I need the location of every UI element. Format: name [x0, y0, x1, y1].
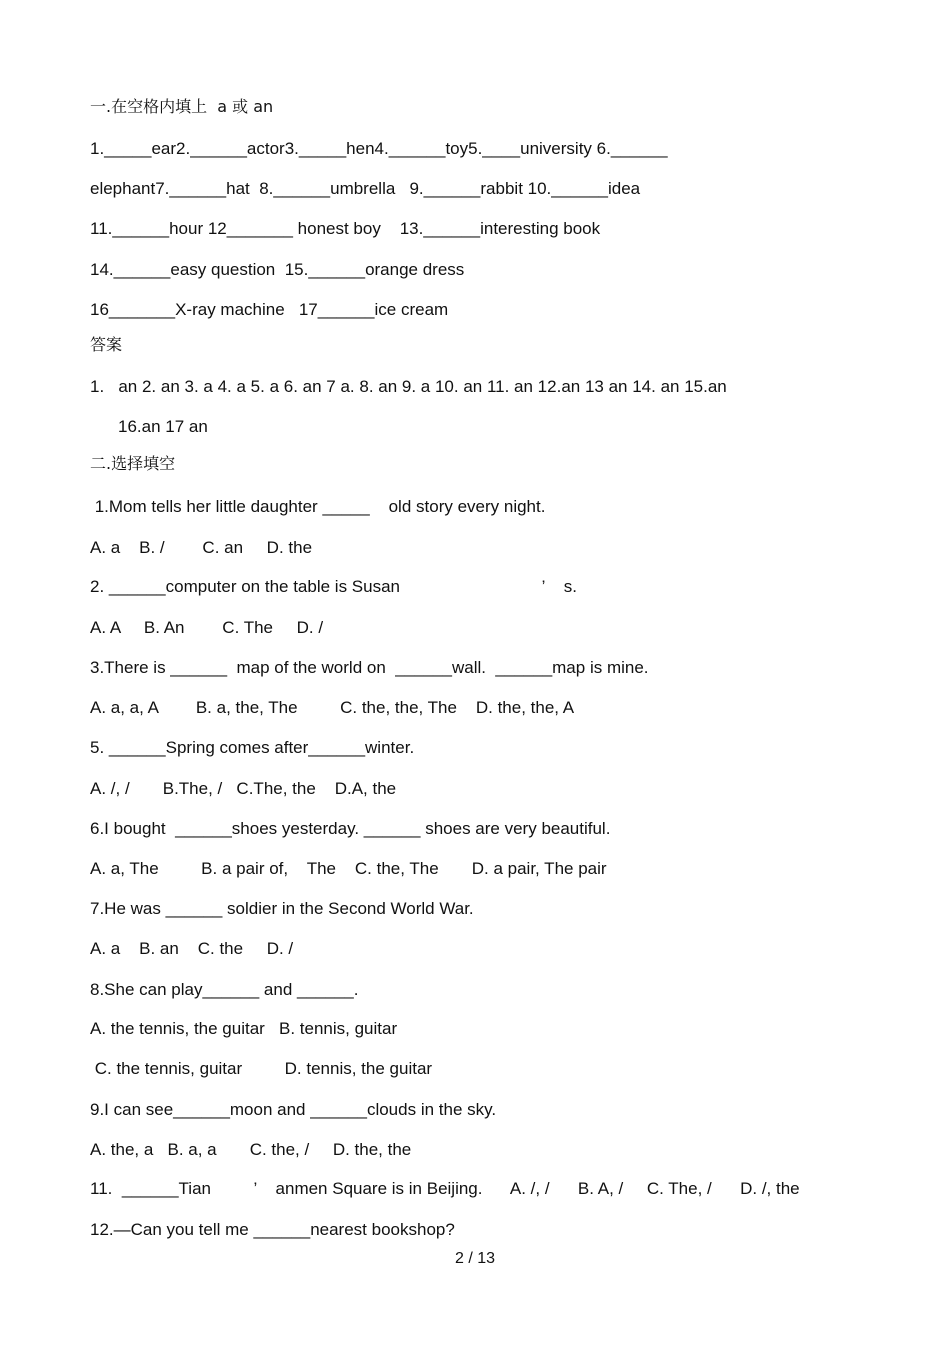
question-line: 2. ______computer on the table is Susan ’ s. — [90, 577, 577, 596]
options-line: A. a, The B. a pair of, The C. the, The D. a pair, The pair — [90, 859, 607, 878]
answer-line: 16.an 17 an — [118, 417, 208, 436]
options-line: A. A B. An C. The D. / — [90, 618, 324, 637]
page-number: 2 / 13 — [454, 1250, 496, 1267]
options-line: C. the tennis, guitar D. tennis, the guitar — [90, 1059, 433, 1078]
question-line: 8.She can play______ and ______. — [90, 980, 359, 999]
options-line: A. a B. an C. the D. / — [90, 939, 294, 958]
options-line: A. a B. / C. an D. the — [90, 538, 313, 557]
question-line: 9.I can see______moon and ______clouds in the sky. — [90, 1100, 497, 1119]
question-line: 3.There is ______ map of the world on ______wall. ______map is mine. — [90, 658, 649, 677]
question-line: 11. ______Tian ’ anmen Square is in Beijing. A. /, / B. A, / C. The, / D. /, the — [90, 1179, 800, 1198]
exercise-line: 14.______easy question 15.______orange dress — [90, 260, 465, 279]
question-line: 5. ______Spring comes after______winter. — [90, 738, 415, 757]
options-line: A. the, a B. a, a C. the, / D. the, the — [90, 1140, 412, 1159]
exercise-line: 11.______hour 12_______ honest boy 13.______interesting book — [90, 219, 601, 238]
exercise-line: elephant7.______hat 8.______umbrella 9.______rabbit 10.______idea — [90, 179, 641, 198]
question-line: 1.Mom tells her little daughter _____ old story every night. — [90, 497, 546, 516]
exercise-line: 16_______X-ray machine 17______ice cream — [90, 300, 449, 319]
options-line: A. /, / B.The, / C.The, the D.A, the — [90, 779, 397, 798]
section1-title: 一.在空格内填上 a 或 an — [90, 97, 274, 116]
section2-title: 二.选择填空 — [90, 454, 176, 473]
answer-label: 答案 — [90, 335, 123, 354]
exercise-line: 1._____ear2.______actor3._____hen4.______toy5.____university 6.______ — [90, 139, 668, 158]
question-line: 6.I bought ______shoes yesterday. ______ shoes are very beautiful. — [90, 819, 611, 838]
options-line: A. a, a, A B. a, the, The C. the, the, The D. the, the, A — [90, 698, 575, 717]
options-line: A. the tennis, the guitar B. tennis, guitar — [90, 1019, 398, 1038]
question-line: 7.He was ______ soldier in the Second World War. — [90, 899, 474, 918]
question-line: 12.—Can you tell me ______nearest bookshop? — [90, 1220, 455, 1239]
answer-line: 1. an 2. an 3. a 4. a 5. a 6. an 7 a. 8. an 9. a 10. an 11. an 12.an 13 an 14. an 15.an — [90, 377, 727, 396]
